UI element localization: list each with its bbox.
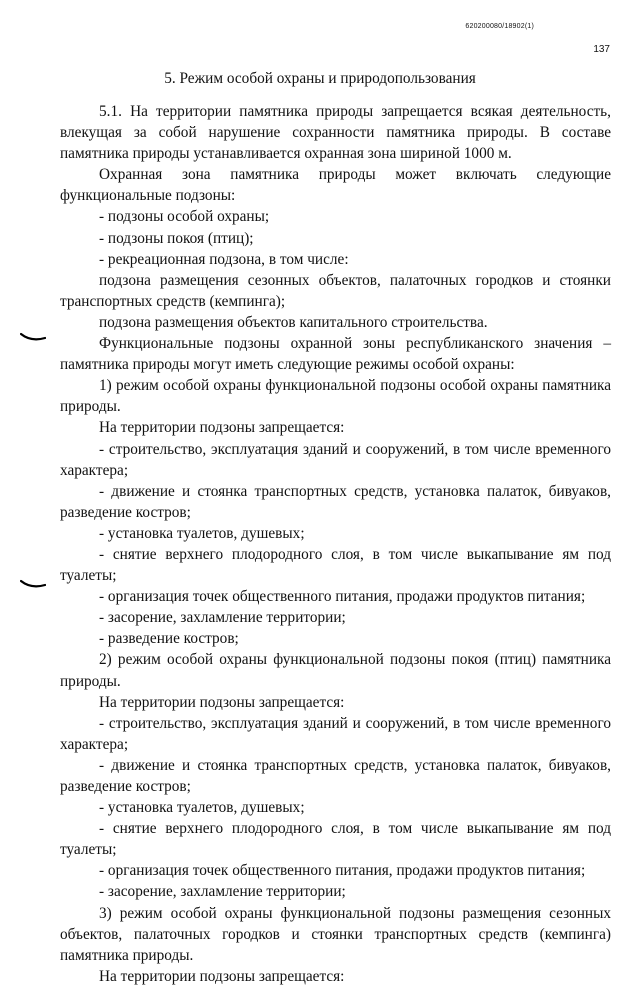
- list-item: - снятие верхнего плодородного слоя, в том числе выкапывание ям под туалеты;: [60, 820, 611, 859]
- paragraph: подзона размещения сезонных объектов, палаточных городков и стоянки транспортных средств (кемпинга);: [60, 271, 611, 310]
- paragraph: На территории подзоны запрещается:: [99, 967, 345, 985]
- list-item: - разведение костров;: [99, 630, 239, 648]
- list-item: - установка туалетов, душевых;: [99, 524, 305, 542]
- section-title: 5. Режим особой охраны и природопользования: [164, 70, 476, 87]
- page-number: 137: [593, 44, 610, 55]
- list-item: - подзоны особой охраны;: [99, 208, 270, 226]
- list-item: - засорение, захламление территории;: [99, 609, 346, 627]
- list-item: - организация точек общественного питания, продажи продуктов питания;: [99, 862, 586, 880]
- list-item: - движение и стоянка транспортных средств, установка палаток, бивуаков, разведение костров;: [60, 756, 611, 795]
- paragraph: подзона размещения объектов капитального строительства.: [99, 313, 488, 331]
- paragraph: 1) режим особой охраны функциональной подзоны особой охраны памятника природы.: [60, 377, 611, 416]
- document-id: 620200080/18902(1): [465, 23, 534, 30]
- document-body: [60, 101, 611, 987]
- list-item: - движение и стоянка транспортных средств, установка палаток, бивуаков, разведение костров;: [60, 482, 611, 521]
- list-item: - установка туалетов, душевых;: [99, 799, 305, 817]
- paragraph: На территории подзоны запрещается:: [99, 693, 345, 711]
- list-item: - строительство, эксплуатация зданий и сооружений, в том числе временного характера;: [60, 714, 611, 753]
- list-item: - организация точек общественного питания, продажи продуктов питания;: [99, 588, 586, 606]
- paragraph: 3) режим особой охраны функциональной подзоны размещения сезонных объектов, палаточных городков и стоянки транспортных средств (кемпинга) памятника природы.: [60, 904, 611, 964]
- margin-mark: [20, 332, 46, 342]
- paragraph: 5.1. На территории памятника природы запрещается всякая деятельность, влекущая за собой нарушение сохранности памятника природы. В составе памятника природы устанавливается охранная зона шириной 1000 м.: [60, 103, 611, 163]
- paragraph: Охранная зона памятника природы может включать следующие функциональные подзоны:: [60, 166, 611, 205]
- list-item: - подзоны покоя (птиц);: [99, 229, 254, 247]
- list-item: - засорение, захламление территории;: [99, 883, 346, 901]
- list-item: - рекреационная подзона, в том числе:: [99, 250, 349, 268]
- list-item: - снятие верхнего плодородного слоя, в том числе выкапывание ям под туалеты;: [60, 545, 611, 585]
- margin-mark: [20, 579, 46, 589]
- list-item: - строительство, эксплуатация зданий и сооружений, в том числе временного характера;: [60, 440, 611, 479]
- paragraph: На территории подзоны запрещается:: [99, 419, 345, 437]
- paragraph: 2) режим особой охраны функциональной подзоны покоя (птиц) памятника природы.: [60, 651, 611, 690]
- paragraph: Функциональные подзоны охранной зоны республиканского значения – памятника природы могут иметь следующие режимы особой охраны:: [60, 335, 611, 374]
